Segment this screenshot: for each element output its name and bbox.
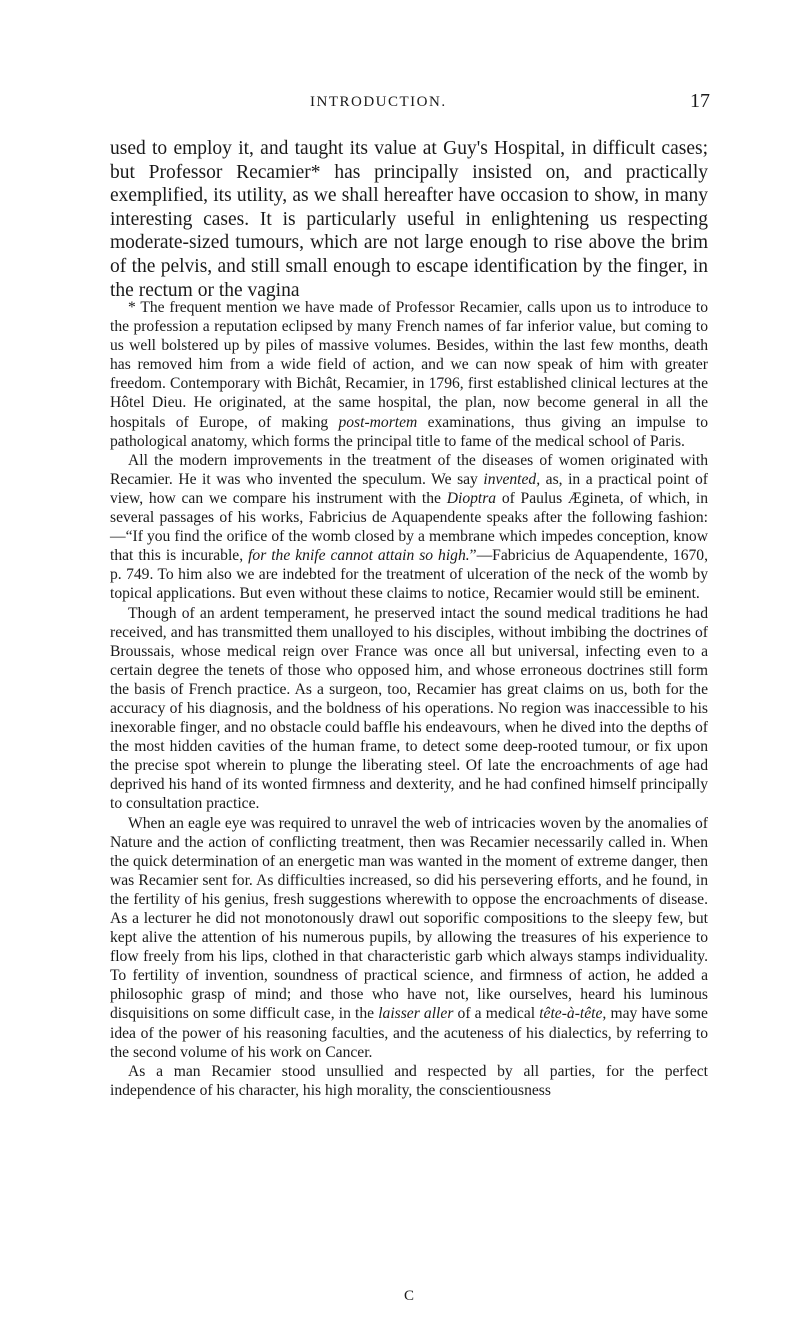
footnote-paragraph-2: All the modern improvements in the treatment of the diseases of women originated with Recamier. He it was who invented the speculum. We say invented, as, in a practical point of view, how can we compare his instrument with the Dioptra of Paulus Ægineta, of which, in several passages of his works, Fabricius de Aquapendente speaks after the following fashion:—“If you find the orifice of the womb closed by a membrane which impedes conception, know that this is incurable, for the knife cannot attain so high.”—Fabricius de Aquapendente, 1670, p. 749. To him also we are indebted for the treatment of ulceration of the neck of the womb by topical applications. But even without these claims to notice, Recamier would still be eminent. <box>110 451 709 603</box>
header-title: INTRODUCTION. <box>310 94 447 110</box>
running-header <box>110 90 710 118</box>
footnote-paragraph-4: When an eagle eye was required to unravel the web of intricacies woven by the anomalies of Nature and the action of conflicting treatment, then was Recamier necessarily called in. When the quick determination of an energetic man was wanted in the moment of extreme danger, then was Recamier sent for. As difficulties increased, so did his persevering efforts, and he found, in the fertility of his genius, fresh suggestions wherewith to oppose the encroachments of disease. As a lecturer he did not monotonously drawl out soporific compositions to the sleepy few, but kept alive the attention of his numerous pupils, by allowing the treasures of his experience to flow freely from his lips, clothed in that characteristic garb which always stamps individuality. To fertility of invention, soundness of practical science, and firmness of action, he added a philosophic grasp of mind; and those who have not, like ourselves, heard his luminous disquisitions on some difficult case, in the laisser aller of a medical tête-à-tête, may have some idea of the power of his reasoning faculties, and the acuteness of his dialectics, by referring to the second volume of his work on Cancer. <box>110 814 708 1061</box>
signature-mark: C <box>403 1288 414 1304</box>
main-paragraph: used to employ it, and taught its value at Guy's Hospital, in difficult cases; but Professor Recamier* has principally insisted on, and practically exemplified, its utility, as we shall hereafter have occasion to show, in many interesting cases. It is particularly useful in enlightening us respecting moderate-sized tumours, which are not large enough to rise above the brim of the pelvis, and still small enough to escape identification by the finger, in the rectum or the vagina <box>110 138 708 301</box>
footnote-paragraph-1: * The frequent mention we have made of Professor Recamier, calls upon us to introduce to the profession a reputation eclipsed by many French names of far inferior value, but coming to us well bolstered up by piles of massive volumes. Besides, within the last few months, death has removed him from a wide field of action, and we can now speak of him with greater freedom. Contemporary with Bichât, Recamier, in 1796, first established clinical lectures at the Hôtel Dieu. He originated, at the same hospital, the plan, now become general in all the hospitals of Europe, of making post-mortem examinations, thus giving an impulse to pathological anatomy, which forms the principal title to fame of the medical school of Paris. <box>110 299 708 450</box>
footnote-paragraph-5: As a man Recamier stood unsullied and respected by all parties, for the perfect independence of his character, his high morality, the conscientiousness <box>110 1062 708 1099</box>
page-number: 17 <box>690 90 710 112</box>
footnote-paragraph-3: Though of an ardent temperament, he preserved intact the sound medical traditions he had received, and has transmitted them unalloyed to his disciples, without imbibing the doctrines of Broussais, whose medical reign over France was once all but universal, infecting even to a certain degree the tenets of those who opposed him, and whose erroneous doctrines still form the basis of French practice. As a surgeon, too, Recamier has great claims on us, both for the accuracy of his diagnosis, and the boldness of his operations. No region was inaccessible to his inexorable finger, and no obstacle could baffle his endeavours, when he dived into the depths of the most hidden cavities of the human frame, to detect some deep-rooted tumour, or fix upon the precise spot wherein to plunge the liberating steel. Of late the encroachments of age had deprived his hand of its wonted firmness and dexterity, and he had confined himself principally to consultation practice. <box>110 604 708 813</box>
footnote <box>110 298 708 1100</box>
